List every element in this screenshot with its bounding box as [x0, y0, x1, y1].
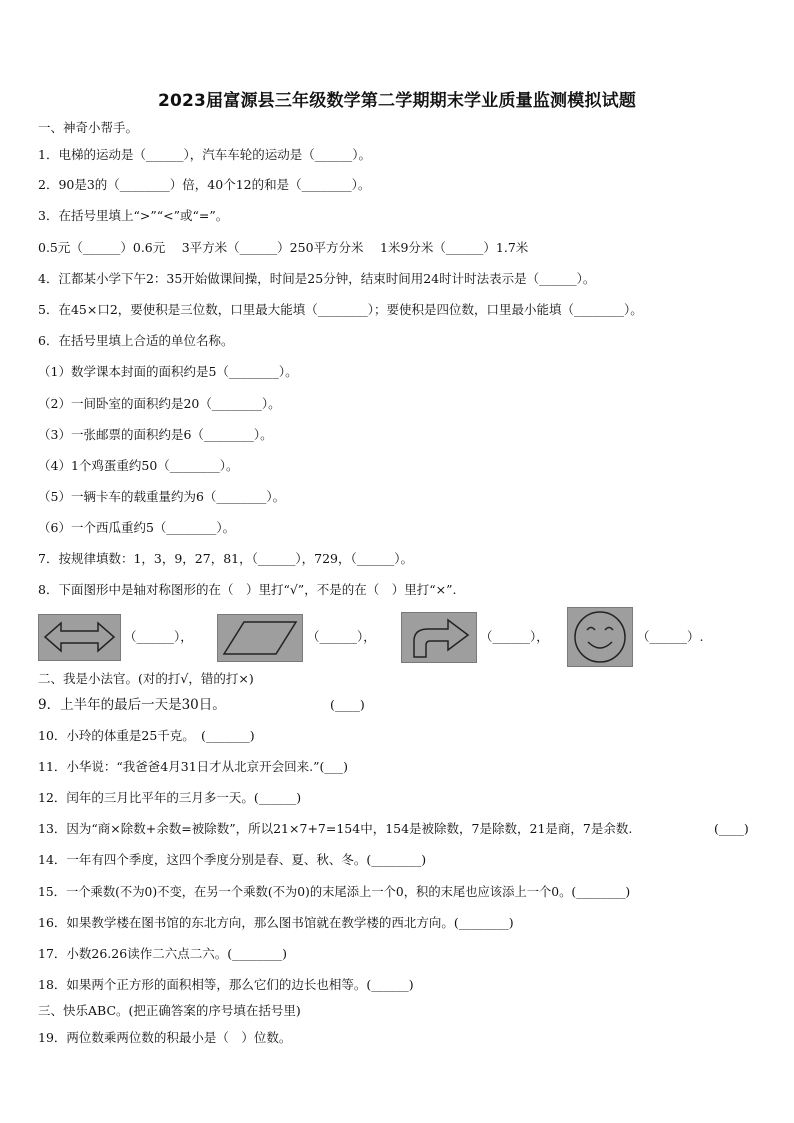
question-15: 15．一个乘数(不为0)不变，在另一个乘数(不为0)的末尾添上一个0，积的末尾也应该添上一个0。(________): [38, 885, 631, 899]
figure-2-blank: （______），: [307, 629, 376, 644]
question-9: 9．上半年的最后一天是30日。: [38, 697, 226, 713]
section-heading-3: 三、快乐ABC。(把正确答案的序号填在括号里): [38, 1003, 301, 1018]
question-7: 7．按规律填数：1，3，9，27，81，（______），729，（______）。: [38, 551, 413, 566]
question-16: 16．如果教学楼在图书馆的东北方向，那么图书馆就在教学楼的西北方向。(________): [38, 915, 514, 930]
question-14: 14．一年有四个季度，这四个季度分别是春、夏、秋、冬。(________): [38, 852, 427, 867]
curved-arrow-icon: [401, 612, 477, 663]
question-6-6: （6）一个西瓜重约5（________）。: [38, 520, 236, 535]
smiley-face-icon: [567, 607, 633, 667]
question-10: 10．小玲的体重是25千克。 (_______): [38, 728, 255, 743]
question-6-1: （1）数学课本封面的面积约是5（________）。: [38, 364, 298, 379]
question-6-3: （3）一张邮票的面积约是6（________）。: [38, 427, 273, 442]
question-1: 1．电梯的运动是（______），汽车车轮的运动是（______）。: [38, 147, 371, 162]
parallelogram-icon: [217, 614, 303, 662]
question-6-4: （4）1个鸡蛋重约50（________）。: [38, 458, 239, 473]
question-19: 19．两位数乘两位数的积最小是（ ）位数。: [38, 1030, 292, 1045]
figure-1-blank: （______），: [124, 629, 193, 644]
section-heading-1: 一、神奇小帮手。: [38, 120, 139, 135]
question-11: 11．小华说：“我爸爸4月31日才从北京开会回来.”(___): [38, 759, 349, 774]
question-17: 17．小数26.26读作二六点二六。(________): [38, 946, 287, 961]
question-13: 13．因为“商×除数+余数=被除数”，所以21×7+7=154中，154是被除数，7是除数，21是商，7是余数.: [38, 821, 633, 836]
page-title: 2023届富源县三年级数学第二学期期末学业质量监测模拟试题: [157, 91, 637, 111]
question-8: 8．下面图形中是轴对称图形的在（ ）里打“√”，不是的在（ ）里打“×”.: [38, 582, 457, 597]
question-3: 3．在括号里填上“>”“<”或“=”。: [38, 208, 229, 223]
question-2: 2．90是3的（________）倍，40个12的和是（________）。: [38, 177, 371, 192]
section-heading-2: 二、我是小法官。(对的打√，错的打×): [38, 671, 254, 686]
question-6-2: （2）一间卧室的面积约是20（________）。: [38, 396, 281, 411]
question-9-blank: (____): [330, 697, 365, 712]
question-3-items: 0.5元（______）0.6元 3平方米（______）250平方分米 1米9分米（______）1.7米: [38, 240, 529, 255]
question-18: 18．如果两个正方形的面积相等，那么它们的边长也相等。(______): [38, 977, 414, 992]
question-5: 5．在45×口2，要使积是三位数，口里最大能填（________）；要使积是四位数，口里最小能填（________）。: [38, 302, 643, 317]
question-6-5: （5）一辆卡车的载重量约为6（________）。: [38, 489, 286, 504]
question-13-blank: (____): [714, 821, 749, 836]
question-12: 12．闰年的三月比平年的三月多一天。(______): [38, 790, 302, 805]
question-6: 6．在括号里填上合适的单位名称。: [38, 333, 234, 348]
question-4: 4．江都某小学下午2：35开始做课间操，时间是25分钟，结束时间用24时计时法表示是（______）。: [38, 271, 596, 286]
figure-4-blank: （______）.: [637, 629, 704, 644]
double-arrow-icon: [38, 614, 121, 661]
figure-3-blank: （______），: [480, 629, 549, 644]
